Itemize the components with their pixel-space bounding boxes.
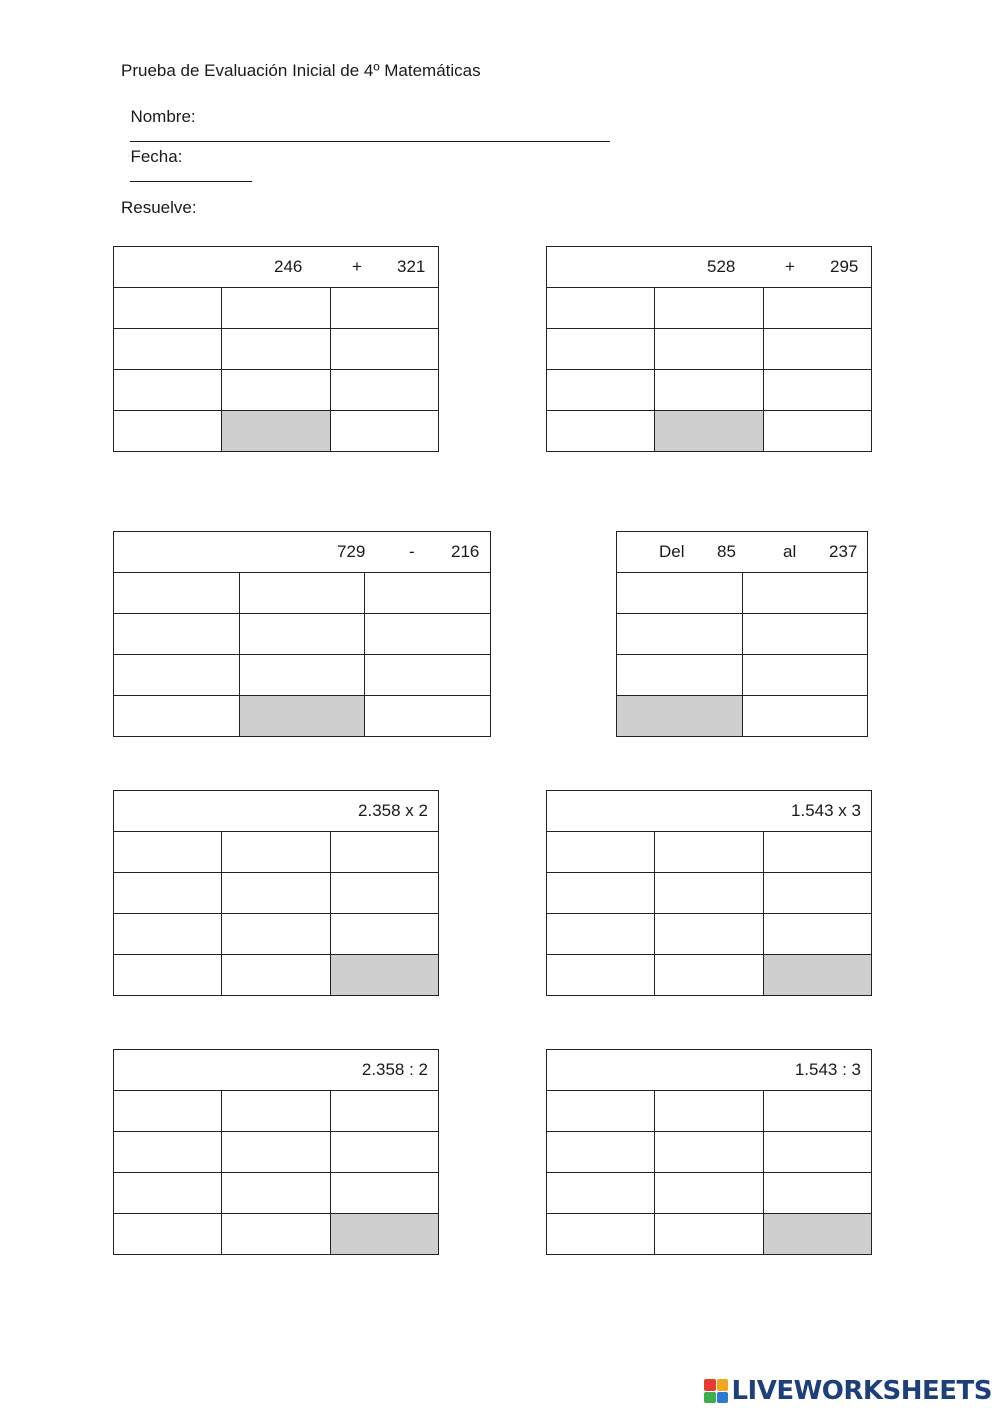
problem-title [547,791,872,832]
problem-title [617,532,868,573]
answer-cell[interactable] [547,288,655,329]
answer-cell[interactable] [114,696,240,737]
operand-2: 216 [451,542,480,561]
answer-cell[interactable] [547,1132,655,1173]
answer-cell[interactable] [763,1091,871,1132]
operand-2: 321 [397,257,426,276]
answer-cell[interactable] [547,832,655,873]
answer-cell[interactable] [222,1091,330,1132]
answer-cell[interactable] [547,873,655,914]
answer-cell[interactable] [222,832,330,873]
answer-cell[interactable] [655,832,763,873]
answer-cell[interactable] [222,329,330,370]
answer-cell[interactable] [365,696,491,737]
answer-cell[interactable] [330,914,438,955]
answer-cell[interactable] [114,955,222,996]
answer-cell[interactable] [655,955,763,996]
operand-1: 246 [274,257,303,276]
shaded-cell [330,955,438,996]
operation-text: 2.358 : 2 [361,1060,428,1079]
answer-cell[interactable] [655,288,763,329]
operand-2: 295 [830,257,859,276]
answer-cell[interactable] [222,873,330,914]
answer-cell[interactable] [330,370,438,411]
answer-cell[interactable] [655,1091,763,1132]
answer-cell[interactable] [547,914,655,955]
logo-text: LIVEWORKSHEETS [731,1376,992,1406]
instruction: Resuelve: [121,198,197,217]
answer-cell[interactable] [114,370,222,411]
date-label: Fecha: [130,147,183,166]
answer-cell[interactable] [655,1214,763,1255]
answer-cell[interactable] [330,832,438,873]
problem-multiplication-1 [113,790,439,996]
answer-cell[interactable] [655,1173,763,1214]
problem-title [114,791,439,832]
answer-cell[interactable] [655,329,763,370]
problem-range [616,531,868,737]
answer-cell[interactable] [763,914,871,955]
shaded-cell [655,411,763,452]
answer-cell[interactable] [114,655,240,696]
worksheet-title: Prueba de Evaluación Inicial de 4º Matemáticas [121,61,481,80]
answer-cell[interactable] [114,614,240,655]
answer-cell[interactable] [547,370,655,411]
answer-cell[interactable] [742,696,868,737]
operation-text: 1.543 x 3 [791,801,861,820]
answer-cell[interactable] [763,370,871,411]
shaded-cell [239,696,365,737]
answer-cell[interactable] [655,1132,763,1173]
answer-cell[interactable] [330,1132,438,1173]
answer-cell[interactable] [365,614,491,655]
answer-cell[interactable] [114,1091,222,1132]
answer-cell[interactable] [222,1173,330,1214]
shaded-cell [330,1214,438,1255]
answer-cell[interactable] [763,1173,871,1214]
answer-cell[interactable] [114,873,222,914]
name-label: Nombre: [130,107,196,126]
operator: + [352,257,362,276]
answer-cell[interactable] [114,573,240,614]
answer-cell[interactable] [547,1173,655,1214]
answer-cell[interactable] [114,329,222,370]
answer-cell[interactable] [742,614,868,655]
answer-cell[interactable] [114,411,222,452]
operand-1: 729 [337,542,366,561]
answer-cell[interactable] [763,288,871,329]
answer-cell[interactable] [365,573,491,614]
answer-cell[interactable] [114,832,222,873]
range-from-value: 85 [717,542,736,561]
answer-cell[interactable] [617,573,743,614]
answer-cell[interactable] [239,614,365,655]
answer-cell[interactable] [114,288,222,329]
date-field[interactable] [130,167,252,182]
operand-1: 528 [707,257,736,276]
answer-cell[interactable] [330,1173,438,1214]
answer-cell[interactable] [365,655,491,696]
problem-title [114,532,491,573]
answer-cell[interactable] [222,1132,330,1173]
problem-title [547,1050,872,1091]
answer-cell[interactable] [222,955,330,996]
operation-text: 1.543 : 3 [794,1060,861,1079]
answer-cell[interactable] [239,655,365,696]
operator: + [785,257,795,276]
answer-cell[interactable] [763,1132,871,1173]
shaded-cell [222,411,330,452]
answer-cell[interactable] [547,329,655,370]
answer-cell[interactable] [114,1214,222,1255]
operation-text: 2.358 x 2 [358,801,428,820]
logo-icon [704,1379,728,1403]
answer-cell[interactable] [222,1214,330,1255]
answer-cell[interactable] [655,873,763,914]
answer-cell[interactable] [114,914,222,955]
answer-cell[interactable] [114,1132,222,1173]
range-to-label: al [783,542,797,561]
liveworksheets-logo [704,1377,992,1405]
problem-subtraction [113,531,491,737]
answer-cell[interactable] [330,329,438,370]
problem-title [114,247,439,288]
answer-cell[interactable] [763,329,871,370]
answer-cell[interactable] [547,955,655,996]
answer-cell[interactable] [547,411,655,452]
answer-cell[interactable] [547,1214,655,1255]
answer-cell[interactable] [763,832,871,873]
problem-multiplication-2 [546,790,872,996]
name-date-line [121,87,610,187]
operator: - [409,542,415,561]
problem-addition-1 [113,246,439,452]
problem-division-2 [546,1049,872,1255]
answer-cell[interactable] [222,288,330,329]
shaded-cell [763,955,871,996]
answer-cell[interactable] [330,411,438,452]
problem-division-1 [113,1049,439,1255]
answer-cell[interactable] [330,1091,438,1132]
range-from-label: Del [659,542,685,561]
answer-cell[interactable] [763,411,871,452]
shaded-cell [617,696,743,737]
answer-cell[interactable] [617,655,743,696]
range-to-value: 237 [829,542,858,561]
answer-cell[interactable] [617,614,743,655]
answer-cell[interactable] [742,655,868,696]
answer-cell[interactable] [763,873,871,914]
answer-cell[interactable] [239,573,365,614]
shaded-cell [763,1214,871,1255]
answer-cell[interactable] [222,370,330,411]
name-field[interactable] [130,127,610,142]
problem-addition-2 [546,246,872,452]
answer-cell[interactable] [655,914,763,955]
answer-cell[interactable] [330,288,438,329]
problem-title [547,247,872,288]
answer-cell[interactable] [222,914,330,955]
answer-cell[interactable] [655,370,763,411]
answer-cell[interactable] [742,573,868,614]
answer-cell[interactable] [547,1091,655,1132]
problem-title [114,1050,439,1091]
answer-cell[interactable] [330,873,438,914]
answer-cell[interactable] [114,1173,222,1214]
